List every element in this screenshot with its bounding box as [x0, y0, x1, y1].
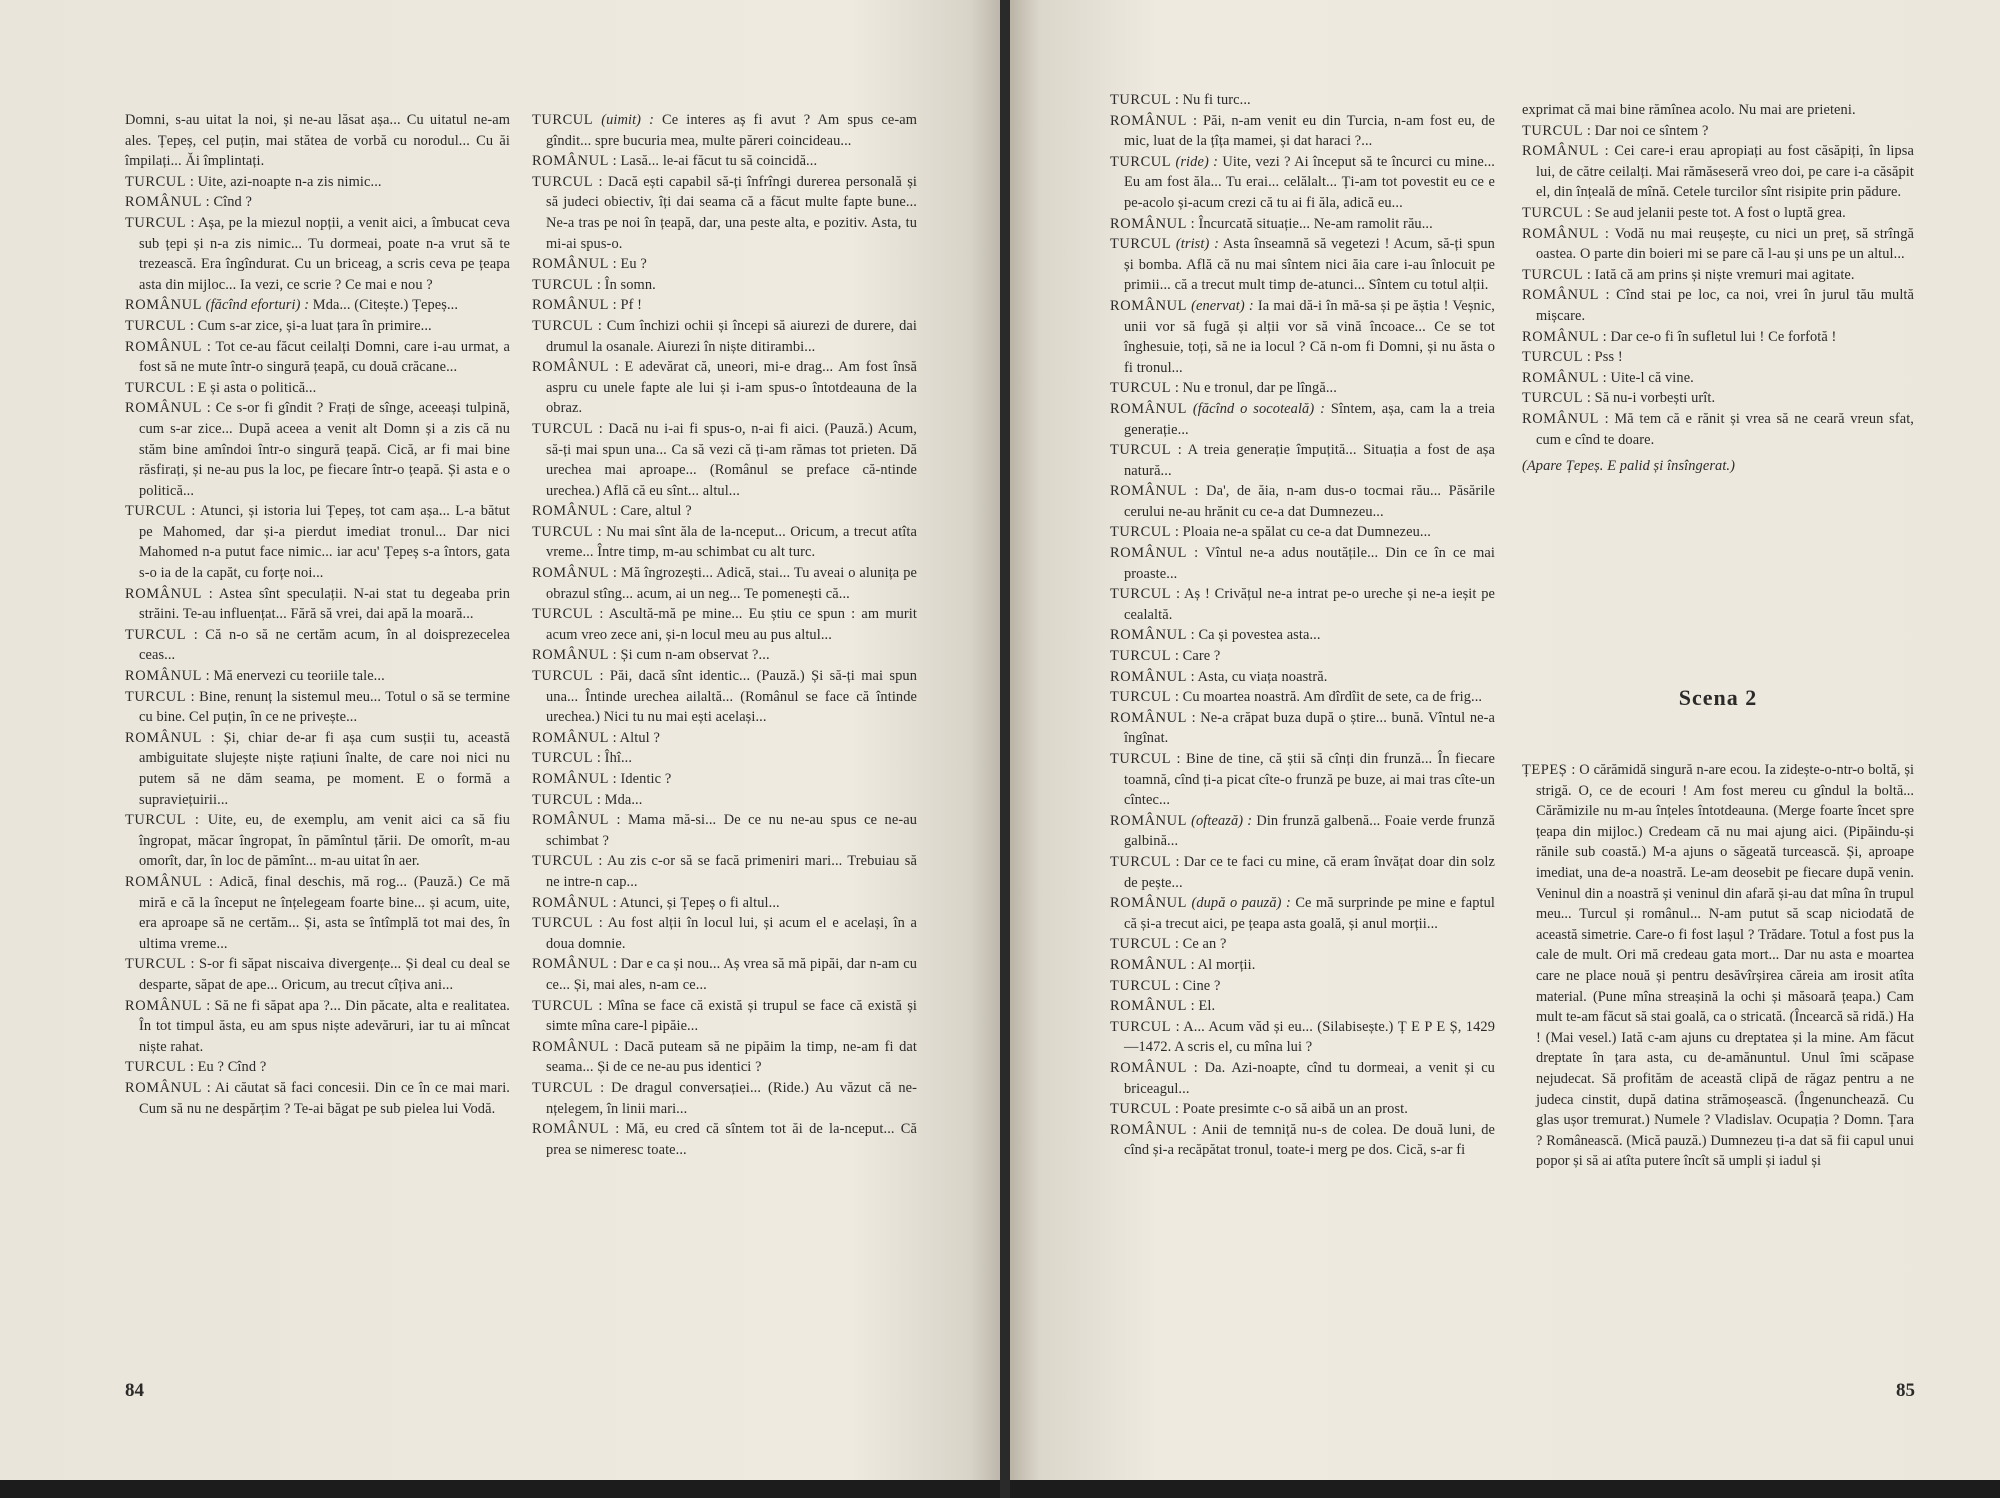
right-column-2-dialogue: [1522, 100, 1914, 450]
dialogue-line: [1110, 811, 1495, 852]
dialogue-line: [532, 666, 917, 728]
dialogue-line: [532, 728, 917, 749]
dialogue-line: [532, 645, 917, 666]
stage-direction-inline: (oftează) :: [1191, 812, 1253, 829]
speaker-name: ROMÂNUL: [125, 400, 202, 417]
dialogue-line: [125, 1057, 510, 1078]
dialogue-line: [532, 357, 917, 419]
line-text: : El.: [1190, 998, 1216, 1015]
dialogue-line: [125, 810, 510, 872]
speaker-name: ROMÂNUL: [532, 256, 609, 273]
speaker-name: ROMÂNUL: [1110, 545, 1187, 562]
speaker-name: TURCUL: [532, 1079, 594, 1096]
dialogue-line: [532, 1037, 917, 1078]
line-text: : Dacă puteam să ne pipăim la timp, ne-am fi dat seama... Și de ce ne-au pus identici ?: [546, 1038, 917, 1076]
stage-direction: (Apare Țepeș. E palid și însîngerat.): [1522, 458, 1736, 475]
dialogue-line: [532, 172, 917, 254]
line-text: : Mă tem că e rănit și vrea să ne ceară vreun sfat, cum e cînd te doare.: [1536, 410, 1914, 448]
speaker-name: TURCUL: [1110, 689, 1172, 706]
dialogue-line: [1110, 749, 1495, 811]
speaker-name: TURCUL: [125, 317, 187, 334]
line-text: : Nu e tronul, dar pe lîngă...: [1174, 380, 1337, 397]
speaker-name: ROMÂNUL: [1522, 225, 1599, 242]
line-text: exprimat că mai bine rămînea acolo. Nu mai are prieteni.: [1522, 102, 1856, 118]
dialogue-line: [532, 913, 917, 954]
speaker-name: TURCUL: [125, 626, 187, 643]
line-text: : Și cum n-am observat ?...: [612, 647, 770, 664]
speaker-name: ROMÂNUL: [125, 668, 202, 685]
speaker-name: ROMÂNUL: [125, 338, 202, 355]
speaker-name: ROMÂNUL: [532, 297, 609, 314]
speaker-name: ROMÂNUL: [532, 729, 609, 746]
line-text: : Ca și povestea asta...: [1190, 627, 1321, 644]
line-text: Ia mai dă-i în mă-sa și pe ăștia ! Veșnic, unii vor să fugă și alții vor să vină încoace... Ce se tot înghesuie, toți, să ne ia locul ? Că n-om fi Domni, și nu ăsta o fi tronul...: [1124, 297, 1495, 376]
dialogue-line: [1110, 152, 1495, 214]
speaker-name: TURCUL: [125, 812, 187, 829]
line-text: : Dacă ești capabil să-ți înfrîngi durerea personală și să judeci obiectiv, îți dai seama că a făcut multe fapte bune... Ne-a tras pe noi în țeapă, dar, una peste alta, e pozitiv. Asta, tu mi-ai spus-o.: [546, 173, 917, 252]
line-text: Ce interes aș fi avut ? Am spus ce-am gîndit... spre bucuria mea, multe păreri coincideau...: [546, 112, 917, 149]
line-text: : Ascultă-mă pe mine... Eu știu ce spun : am murit acum vreo zece ani, și-n locul meu au pus altul...: [546, 606, 918, 643]
speaker-name: TURCUL: [532, 606, 594, 623]
dialogue-line: [1110, 90, 1495, 111]
line-text: : Atunci, și Țepeș o fi altul...: [612, 894, 780, 911]
dialogue-line: [532, 851, 917, 892]
dialogue-line: [1110, 1058, 1495, 1099]
speaker-name: ROMÂNUL: [1522, 410, 1599, 427]
speaker-name: TURCUL: [1522, 122, 1584, 139]
right-page: [1010, 0, 2000, 1480]
speaker-name: TURCUL: [1110, 751, 1172, 767]
dialogue-line: [125, 172, 510, 193]
speaker-name: ROMÂNUL: [1110, 895, 1187, 912]
left-column-2: [532, 110, 917, 1160]
line-text: : O cărămidă singură n-are ecou. Ia zidește-o-ntr-o boltă, și strigă. O, ce de ecouri ! Am fost mereu cu gîndul la boltă... Cărămizile nu m-au înțeles întotdeauna. (Merge foarte încet spre țeapa din mijloc.) Credeam că nu mai ajung aici. (Pipăindu-și rănile sub coastă.) M-a ajuns o săgeată turcească. Și, aproape imediat, una de-a noastră. Le-am deosebit pe fiecare după venin. Veninul din a noastră și veninul din afară și-au dat mîna în trupul meu... Turcul și românul... N-am putut să scap niciodată de această simetrie. Care-o fi fost lașul ? Trădare. Totul a fost pus la cale de mult. Ori mă credeau gata mort... Dar nu asta e moartea care ne place nouă și pentru desăvîrșirea căreia am irosit atîta material. (Pune mîna streașină la ochi și măsoară țeapa.) Cam mult te-am făcut să stai goală, ca o stricată. (Încearcă să ridă.) Ha ! (Mai vesel.) Iată c-am ajuns cu dreptatea și la mine. Am făcut dreptate în țara asta, cu de-amănuntul. Unul îmi scăpase nejudecat. Să profităm de această clipă de răgaz pentru a ne judeca cinstit, după datina strămoșească. (Îngenunchează. Cu glas ușor tremurat.) Numele ? Vladislav. Ocupația ? Domn. Țara ? Românească. (Mică pauză.) Dumnezeu ți-a dat să fii capul unui popor și să ai atîta putere încît să umpli și iadul și: [1536, 762, 1914, 1170]
line-text: Domni, s-au uitat la noi, și ne-au lăsat așa... Cu uitatul ne-am ales. Țepeș, cel puțin, mai stătea de vorbă cu norodul... Cu ăi împilați... Ăi împlintați.: [125, 112, 510, 170]
dialogue-line: [532, 295, 917, 316]
line-text: : Altul ?: [612, 729, 660, 746]
dialogue-line: [1110, 1099, 1495, 1120]
line-text: : Au fost alții în locul lui, și acum el e același, în a doua domnie.: [546, 915, 917, 952]
line-text: : Cu moartea noastră. Am dîrdîit de sete, ca de frig...: [1174, 689, 1483, 706]
book-gutter: [1000, 0, 1010, 1498]
speaker-name: ROMÂNUL: [1110, 297, 1187, 314]
dialogue-line: [125, 996, 510, 1058]
dialogue-line: [532, 151, 917, 172]
dialogue-line: [1522, 121, 1914, 142]
dialogue-line: [1110, 687, 1495, 708]
speaker-name: ROMÂNUL: [532, 771, 609, 787]
line-text: : Așa, pe la miezul nopții, a venit aici, a îmbucat ceva sub țepi și n-a zis nimic... Tu dormeai, poate n-a vrut să te trezească. Era îngîndurat. Cu un briceag, a scris ceva pe țeapa asta din mijloc... Ia vezi, ce scrie ? Ce mai e nou ?: [139, 214, 511, 293]
dialogue-line: [1110, 234, 1495, 296]
speaker-name: ROMÂNUL: [1110, 956, 1187, 973]
line-text: : Se aud jelanii peste tot. A fost o luptă grea.: [1586, 204, 1846, 221]
speaker-name: ROMÂNUL: [532, 565, 609, 582]
line-text: : Cum s-ar zice, și-a luat țara în primire...: [189, 317, 432, 334]
line-text: : Vodă nu mai reușește, cu nici un preț, să strîngă oastea. O parte din boieri mi se pare că l-au și uns pe un altul...: [1536, 225, 1914, 263]
line-text: : Mă, eu cred că sîntem tot ăi de la-nceput... Că prea se nimeresc toate...: [546, 1121, 917, 1158]
dialogue-line: [1110, 111, 1495, 152]
speaker-name: ROMÂNUL: [532, 359, 609, 376]
speaker-name: ROMÂNUL: [1110, 709, 1187, 726]
line-text: : Dar noi ce sîntem ?: [1586, 122, 1709, 139]
line-text: Uite, vezi ? Ai început să te încurci cu mine... Eu am fost ăla... Tu erai... celălalt... Ți-am tot povestit eu ce e pe-acolo și-acum crezi că tu ai fi ăla, adică eu...: [1124, 153, 1495, 211]
speaker-name: TURCUL: [532, 791, 594, 808]
line-text: : Uite, azi-noapte n-a zis nimic...: [189, 173, 382, 190]
dialogue-line: [532, 419, 917, 501]
speaker-name: ROMÂNUL: [1110, 668, 1187, 685]
speaker-name: ROMÂNUL: [1110, 812, 1187, 829]
line-text: : Mă îngrozești... Adică, stai... Tu aveai o alunița pe obrazul stîng... acum, ai un neg... Te pomenești că...: [546, 565, 917, 602]
dialogue-line: [1110, 625, 1495, 646]
dialogue-line: [532, 563, 917, 604]
stage-direction-inline: (după o pauză) :: [1191, 895, 1291, 912]
dialogue-line: [1110, 667, 1495, 688]
line-text: : Ploaia ne-a spălat cu ce-a dat Dumnezeu...: [1174, 524, 1431, 541]
speaker-name: TURCUL: [125, 956, 187, 973]
dialogue-line: [125, 110, 510, 172]
line-text: : A... Acum văd și eu... (Silabisește.) Ț E P E Ș, 1429—1472. A scris el, cu mîna lui ?: [1124, 1018, 1495, 1056]
speaker-name: ROMÂNUL: [125, 585, 202, 602]
line-text: : Dar ce-o fi în sufletul lui ! Ce forfotă !: [1602, 328, 1837, 345]
line-text: : A treia generație împuțită... Situația a fost de așa natură...: [1124, 442, 1495, 479]
dialogue-line: [125, 954, 510, 995]
speaker-name: TURCUL: [125, 173, 187, 190]
dialogue-line: [1110, 399, 1495, 440]
line-text: : Cei care-i erau apropiați au fost căsăpiți, în lipsa lui, de către ceilalți. Mai rămăseseră vreo doi, pe care i-a căsăpit el, din înțeală de mînă. Cetele turcilor sînt risipite prin pădure.: [1536, 143, 1914, 201]
stage-direction-inline: (uimit) :: [601, 112, 654, 128]
line-text: : De dragul conversației... (Ride.) Au văzut că ne-nțelegem, în linii mari...: [546, 1079, 917, 1117]
line-text: : Dar e ca și nou... Aș vrea să mă pipăi, dar n-am cu ce... Și, mai ales, n-am ce...: [546, 956, 917, 993]
speaker-name: ROMÂNUL: [1522, 369, 1599, 386]
speaker-name: TURCUL: [1110, 586, 1172, 603]
dialogue-line: [1522, 141, 1914, 203]
line-text: : Identic ?: [612, 771, 672, 787]
dialogue-line: [125, 337, 510, 378]
dialogue-line: [532, 996, 917, 1037]
speaker-name: TURCUL: [532, 668, 594, 685]
line-text: : Anii de temniță nu-s de colea. De două luni, de cînd și-a recăpătat tronul, toate-i merg pe dos. Cică, s-ar fi: [1124, 1121, 1495, 1159]
line-text: : Au zis c-or să se facă primeniri mari... Trebuiau să ne intre-n cap...: [546, 853, 917, 890]
dialogue-line: [125, 584, 510, 625]
dialogue-line: [1110, 708, 1495, 749]
dialogue-line: [1110, 976, 1495, 997]
dialogue-line: [1110, 934, 1495, 955]
speaker-name: TURCUL: [1110, 648, 1172, 665]
speaker-name: TURCUL: [1110, 153, 1172, 170]
speaker-name: TURCUL: [1522, 266, 1584, 283]
dialogue-line: [125, 316, 510, 337]
speaker-name: TURCUL: [1110, 1101, 1172, 1118]
speaker-name: TURCUL: [532, 420, 594, 437]
dialogue-line: [1522, 203, 1914, 224]
scene-title: Scena 2: [1678, 685, 1758, 710]
speaker-name: TURCUL: [1110, 236, 1172, 253]
line-text: : Și, chiar de-ar fi așa cum susții tu, această ambiguitate slujește niște rațiuni înalte, de care noi nici nu putem să ne dăm seama, pe moment. E o formă a supraviețuirii...: [139, 729, 510, 808]
speaker-name: ROMÂNUL: [532, 153, 609, 170]
speaker-name: TURCUL: [532, 276, 594, 293]
dialogue-line: [1522, 760, 1914, 1172]
line-text: Asta înseamnă să vegetezi ! Acum, să-ți spun și bomba. Află că nu mai sîntem nici ăia care i-au înlocuit pe primii... că a trecut mult timp de-atunci... Sîntem cu totul alții.: [1124, 236, 1495, 294]
speaker-name: TURCUL: [1110, 936, 1172, 953]
speaker-name: TURCUL: [1522, 390, 1584, 407]
line-text: Din frunză galbenă... Foaie verde frunză galbină...: [1124, 812, 1496, 850]
line-text: : Asta, cu viața noastră.: [1190, 668, 1328, 685]
speaker-name: ROMÂNUL: [125, 997, 202, 1014]
speaker-name: TURCUL: [1522, 204, 1584, 221]
speaker-name: TURCUL: [1110, 977, 1172, 994]
line-text: Sîntem, așa, cam la a treia generație...: [1124, 400, 1495, 438]
line-text: : Care, altul ?: [612, 503, 692, 520]
dialogue-line: [125, 213, 510, 295]
speaker-name: TURCUL: [532, 523, 594, 540]
speaker-name: ROMÂNUL: [1522, 328, 1599, 345]
dialogue-line: [532, 316, 917, 357]
line-text: : Al morții.: [1190, 956, 1256, 973]
speaker-name: ROMÂNUL: [125, 873, 202, 890]
speaker-name: TURCUL: [125, 1059, 187, 1076]
speaker-name: TURCUL: [1522, 349, 1584, 366]
line-text: Ce mă surprinde pe mine e faptul că și-a trecut aici, pe țeapa asta goală, și anul morții...: [1124, 895, 1495, 932]
dialogue-line: [1522, 388, 1914, 409]
dialogue-line: [1110, 440, 1495, 481]
dialogue-line: [1522, 224, 1914, 265]
line-text: : Aș ! Crivățul ne-a intrat pe-o ureche și ne-a ieșit pe cealaltă.: [1124, 586, 1496, 623]
dialogue-line: [532, 604, 917, 645]
speaker-name: ROMÂNUL: [1522, 143, 1599, 160]
dialogue-line: [532, 110, 917, 151]
line-text: : S-or fi săpat niscaiva divergențe... Și deal cu deal se desparte, săpat de ape... Oricum, au trecut cîțiva ani...: [139, 956, 510, 993]
line-text: : Să ne fi săpat apa ?... Din păcate, alta e realitatea. În tot timpul ăsta, eu am spus niște adevăruri, iar tu ai mîncat niște rahat.: [139, 997, 511, 1055]
dialogue-line: [1110, 522, 1495, 543]
speaker-name: ROMÂNUL: [532, 894, 609, 911]
speaker-name: ROMÂNUL: [532, 956, 609, 973]
line-text: : Pss !: [1586, 349, 1623, 366]
line-text: : Pf !: [612, 297, 643, 314]
speaker-name: ROMÂNUL: [125, 729, 202, 746]
line-text: : E și asta o politică...: [189, 379, 317, 396]
dialogue-line: [1110, 893, 1495, 934]
line-text: : Dacă nu i-ai fi spus-o, n-ai fi aici. (Pauză.) Acum, să-ți mai spun una... Ca să vezi că ți-am rămas tot prieten. Dă urechea mai aproape... (Românul se preface că-ntinde urechea.) Află că eu sînt... altul...: [546, 420, 917, 499]
dialogue-line: [125, 501, 510, 583]
line-text: : Încurcată situație... Ne-am ramolit rău...: [1190, 215, 1433, 232]
dialogue-line: [1522, 409, 1914, 450]
dialogue-line: [125, 192, 510, 213]
speaker-name: TURCUL: [532, 915, 594, 932]
right-column-2: [1522, 100, 1914, 477]
speaker-name: TURCUL: [1110, 524, 1172, 541]
dialogue-line: [532, 522, 917, 563]
stage-direction-inline: (ride) :: [1175, 153, 1219, 170]
speaker-name: ROMÂNUL: [1110, 998, 1187, 1015]
dialogue-line: [532, 790, 917, 811]
line-text: : Poate presimte c-o să aibă un an prost.: [1174, 1101, 1408, 1118]
stage-direction-inline: (trist) :: [1175, 236, 1219, 253]
speaker-name: ROMÂNUL: [125, 194, 202, 211]
speaker-name: TURCUL: [532, 112, 594, 128]
speaker-name: ROMÂNUL: [1110, 112, 1187, 129]
speaker-name: ROMÂNUL: [532, 1121, 609, 1138]
left-page: [0, 0, 1000, 1480]
dialogue-line: [1110, 543, 1495, 584]
line-text: : E adevărat că, uneori, mi-e drag... Am fost însă aspru cu unele fapte ale lui și i-am spus-o întotdeauna de la obraz.: [546, 359, 917, 417]
dialogue-line: [1522, 265, 1914, 286]
speaker-name: ROMÂNUL: [532, 1038, 609, 1055]
line-text: : Îhî...: [596, 750, 633, 767]
speaker-name: TURCUL: [125, 379, 187, 396]
line-text: : Vîntul ne-a adus noutățile... Din ce în ce mai proaste...: [1124, 545, 1496, 582]
dialogue-line: [532, 1078, 917, 1119]
dialogue-line: [532, 810, 917, 851]
dialogue-line: [1110, 214, 1495, 235]
speaker-name: ȚEPEȘ: [1522, 762, 1568, 778]
speaker-name: TURCUL: [1110, 92, 1172, 108]
line-text: : Cum închizi ochii și începi să aiurezi de durere, dai drumul la osanale. Aiurezi în niște ditirambi...: [546, 317, 917, 355]
speaker-name: ROMÂNUL: [532, 812, 609, 829]
right-column-1: [1110, 90, 1495, 1161]
line-text: : Eu ?: [612, 256, 647, 273]
dialogue-line: [125, 666, 510, 687]
line-text: : Ai căutat să faci concesii. Din ce în ce mai mari. Cum să nu ne despărțim ? Te-ai băgat pe sub pielea lui Vodă.: [139, 1079, 510, 1117]
dialogue-line: [1522, 100, 1914, 121]
speaker-name: TURCUL: [532, 853, 594, 870]
dialogue-line: [125, 1078, 510, 1119]
speaker-name: ROMÂNUL: [532, 503, 609, 520]
line-text: : Ne-a crăpat buza după o știre... bună. Vîntul ne-a îngînat.: [1124, 709, 1496, 747]
dialogue-line: [1110, 296, 1495, 378]
speaker-name: ROMÂNUL: [1110, 627, 1187, 644]
page-number-left: 84: [125, 1380, 144, 1401]
speaker-name: ROMÂNUL: [1110, 483, 1187, 500]
speaker-name: TURCUL: [125, 688, 187, 705]
line-text: : Mama mă-si... De ce nu ne-au spus ce ne-au schimbat ?: [546, 812, 918, 849]
dialogue-line: [1110, 646, 1495, 667]
dialogue-line: [125, 295, 510, 316]
line-text: : Uite, eu, de exemplu, am venit aici ca să fiu îngropat, măcar îngropat, în pămîntul țării. De omorît, m-au omorît, dar, în loc de pămînt... m-au uitat în aer.: [139, 812, 510, 870]
dialogue-line: [1110, 852, 1495, 893]
dialogue-line: [532, 254, 917, 275]
dialogue-line: [532, 501, 917, 522]
speaker-name: ROMÂNUL: [1110, 400, 1187, 417]
line-text: : Ce s-or fi gîndit ? Frați de sînge, aceeași tulpină, cum s-ar zice... După aceea a venit alt Domn și a zis că nu stăm bine amîndoi într-o singură țeapă. Cică, ar fi mai bine răsfirați, și ne-au pus la loc, pe fiecare într-o țeapă. Și asta e o politică...: [139, 400, 510, 499]
speaker-name: ROMÂNUL: [532, 647, 609, 664]
line-text: : Eu ? Cînd ?: [189, 1059, 267, 1076]
line-text: : Iată că am prins și niște vremuri mai agitate.: [1586, 266, 1855, 283]
line-text: : Atunci, și istoria lui Țepeș, tot cam așa... L-a bătut pe Mahomed, dar și-a pierdut imediat tronul... Dar nici Mahomed n-a putut face nimic... iar acu' Țepeș s-a întors, gata s-o ia de la capăt, cu forțe noi...: [139, 503, 510, 582]
dialogue-line: [532, 748, 917, 769]
dialogue-line: [532, 769, 917, 790]
line-text: : Cine ?: [1174, 977, 1221, 994]
line-text: : Ce an ?: [1174, 936, 1227, 953]
speaker-name: TURCUL: [532, 317, 594, 334]
line-text: : Adică, final deschis, mă rog... (Pauză.) Ce mă miră e că la început ne înțelegeam foarte bine... și acum, uite, era aproape să ne certăm... Și, asta se întîmplă tot mai des, în ultima vreme...: [139, 873, 510, 952]
dialogue-line: [1110, 481, 1495, 522]
speaker-name: TURCUL: [1110, 442, 1172, 459]
dialogue-line: [125, 687, 510, 728]
stage-direction-inline: (făcînd eforturi) :: [205, 297, 310, 314]
dialogue-line: [125, 872, 510, 954]
speaker-name: TURCUL: [125, 214, 187, 231]
speaker-name: TURCUL: [125, 503, 187, 520]
line-text: : În somn.: [596, 276, 656, 293]
line-text: : Care ?: [1174, 648, 1221, 665]
left-column-1: [125, 110, 510, 1119]
line-text: : Mă enervezi cu teoriile tale...: [205, 668, 385, 685]
dialogue-line: [1110, 584, 1495, 625]
speaker-name: TURCUL: [1110, 1018, 1172, 1035]
dialogue-line: [125, 398, 510, 501]
line-text: : Lasă... le-ai făcut tu să coincidă...: [612, 153, 818, 170]
line-text: : Că n-o să ne certăm acum, în al doisprezecelea ceas...: [139, 626, 511, 664]
speaker-name: TURCUL: [1110, 853, 1172, 870]
dialogue-line: [532, 893, 917, 914]
speaker-name: ROMÂNUL: [125, 1079, 202, 1096]
line-text: : Nu fi turc...: [1174, 92, 1251, 108]
line-text: : Nu mai sînt ăla de la-nceput... Oricum, a trecut atîta vreme... Între timp, m-au schimbat cu alt turc.: [546, 523, 917, 561]
line-text: : Mda...: [596, 791, 643, 808]
dialogue-line: [1110, 378, 1495, 399]
dialogue-line: [532, 1119, 917, 1160]
speaker-name: ROMÂNUL: [1110, 1121, 1187, 1138]
stage-direction-inline: (făcînd o socoteală) :: [1192, 400, 1325, 417]
dialogue-line: [1110, 955, 1495, 976]
speaker-name: TURCUL: [532, 173, 594, 190]
line-text: Mda... (Citește.) Țepeș...: [312, 297, 459, 314]
line-text: : Cînd ?: [205, 194, 253, 211]
line-text: : Bine de tine, că știi să cînți din frunză... În fiecare toamnă, cînd ți-a picat cîte-o frunză pe buze, ai mai tras cîte-un cîntec...: [1124, 751, 1495, 809]
dialogue-line: [125, 728, 510, 810]
dialogue-line: [1522, 347, 1914, 368]
line-text: : Da. Azi-noapte, cînd tu dormeai, a venit și cu briceagul...: [1124, 1059, 1495, 1097]
dialogue-line: [125, 625, 510, 666]
line-text: : Păi, dacă sînt identic... (Pauză.) Și să-ți mai spun una... Întinde urechea ailaltă... (Românul se face că întinde urechea.) Nici tu nu mai ești același...: [546, 668, 918, 726]
line-text: : Da', de ăia, n-am dus-o tocmai rău... Păsările cerului ne-au hrănit cu ce-a dat Dumnezeu...: [1124, 483, 1495, 520]
scene-2-text: [1522, 760, 1914, 1172]
speaker-name: TURCUL: [532, 997, 594, 1014]
line-text: : Să nu-i vorbești urît.: [1586, 390, 1716, 407]
page-number-right: 85: [1896, 1380, 1915, 1401]
speaker-name: ROMÂNUL: [125, 297, 202, 314]
line-text: : Bine, renunț la sistemul meu... Totul o să se termine cu bine. Cel puțin, în ce ne privește...: [139, 688, 510, 726]
dialogue-line: [1110, 1120, 1495, 1161]
dialogue-line: [1522, 327, 1914, 348]
dialogue-line: [1110, 1017, 1495, 1058]
dialogue-line: [125, 378, 510, 399]
line-text: : Dar ce te faci cu mine, că eram învățat doar din solz de pește...: [1124, 853, 1495, 891]
stage-direction-inline: (enervat) :: [1191, 297, 1254, 314]
line-text: : Tot ce-au făcut ceilalți Domni, care i-au urmat, a fost să ne mute într-o singură țeapă, cu două crăcane...: [139, 338, 510, 376]
dialogue-line: [532, 954, 917, 995]
line-text: : Astea sînt speculații. N-ai stat tu degeaba prin străini. Te-au influențat... Fără să vrei, dai apă la moară...: [139, 585, 510, 623]
speaker-name: ROMÂNUL: [1110, 1059, 1187, 1076]
line-text: : Uite-l că vine.: [1602, 369, 1694, 386]
line-text: : Mîna se face că există și trupul se face că există și simte mîna care-l pipăie...: [546, 997, 917, 1035]
line-text: : Cînd stai pe loc, ca noi, vrei în jurul tău multă mișcare.: [1536, 287, 1915, 324]
dialogue-line: [1522, 285, 1914, 326]
speaker-name: TURCUL: [1110, 380, 1172, 397]
speaker-name: ROMÂNUL: [1522, 287, 1599, 304]
dialogue-line: [532, 275, 917, 296]
speaker-name: TURCUL: [532, 750, 594, 767]
dialogue-line: [1522, 368, 1914, 389]
dialogue-line: [1110, 996, 1495, 1017]
line-text: : Păi, n-am venit eu din Turcia, n-am fost eu, de mic, luat de la țîța mamei, și dat haraci ?...: [1124, 112, 1495, 150]
speaker-name: ROMÂNUL: [1110, 215, 1187, 232]
